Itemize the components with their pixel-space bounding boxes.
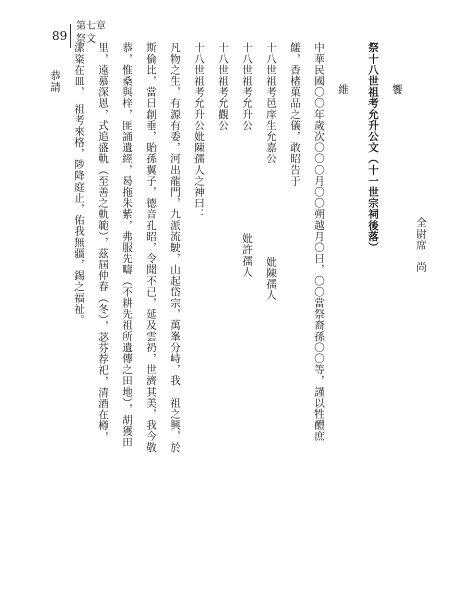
text-column-7-note: 妣陳孺人 (265, 256, 277, 301)
page-number: 89 (52, 29, 68, 43)
prayer-text (43, 42, 433, 590)
text-column-16: 恭請 (49, 70, 61, 93)
text-column-8-note: 妣許孺人 (241, 232, 253, 278)
text-column-15: 潔粢在皿， 祖考來格，陟降庭止，佑我無疆，錫之福祉。 (73, 42, 85, 326)
text-column-11: 凡物之生，有源有委，河出龍門，九派流駛，山起岱宗，萬峯分峙，我 祖之興，於 (169, 42, 181, 453)
text-column-12: 斯倫比，當日創垂，貽孫翼子，德音孔昭，令聞不已，延及雲礽，世濟其美，我今敬 (145, 42, 157, 453)
text-column-13: 恭，惟桑與梓，匪誦遺經，曷拖朱紫，弗服先疇（不耕先祖所遺傳之田地），胡獲田 (121, 42, 133, 448)
text-column-8 (235, 42, 259, 590)
chapter-label: 第七章 (76, 21, 106, 32)
text-column-2: 饗 (391, 84, 403, 96)
text-column-4: 維 (337, 84, 349, 96)
text-column-7-main: 十八世祖考邑庠生允嘉公 (265, 42, 277, 165)
text-column-5: 中華民國〇〇年歲次〇〇〇月〇〇朔越月〇日，〇〇當祭裔孫〇〇等，謹以牲醴庶 (313, 42, 325, 442)
text-column-1: 全尉席 尚 (415, 217, 427, 273)
text-column-10: 十八世祖考允升公妣陳孺人之神曰： (193, 42, 205, 220)
section-label: 祭文 (76, 34, 96, 45)
text-column-14: 里，遠慕深恩，式追盛軌（至善之軌範），茲屆仲春（冬），苾芬荐祀，清酒在樽， (97, 42, 109, 443)
text-column-9: 十八世祖考允觀公 (217, 42, 229, 131)
text-column-6: 饈，香楮菓品之儀，敢昭告于 (289, 42, 301, 187)
text-column-7 (259, 42, 283, 590)
text-column-8-main: 十八世祖考允升公 (241, 42, 253, 131)
document-title: 祭十八世祖考允升公文（十一世宗祠後落） (367, 42, 379, 253)
